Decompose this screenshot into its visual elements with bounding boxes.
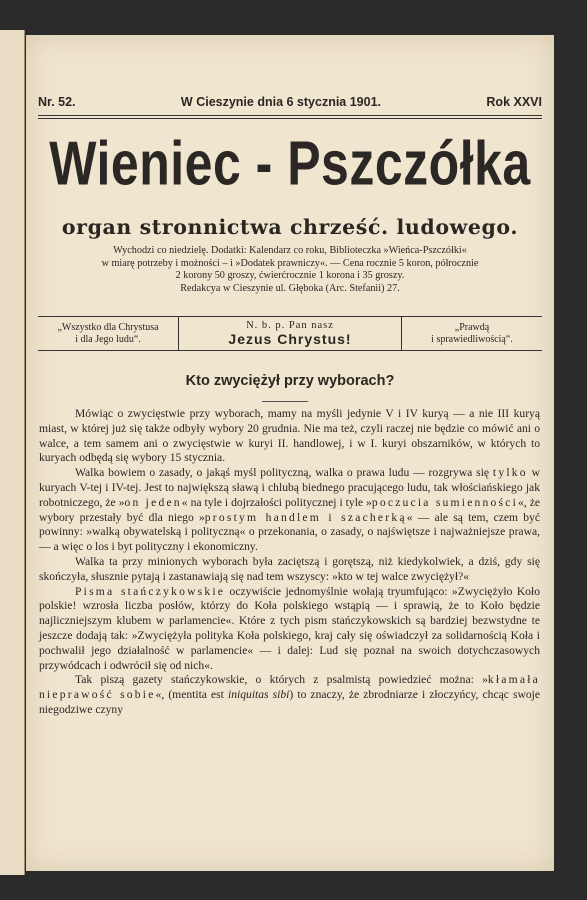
- motto-left: [38, 317, 178, 350]
- article-body: [39, 407, 540, 718]
- italic-latin: iniquitas sibi: [227, 688, 290, 702]
- text-run: « na tyle i dojrzałości politycznej i tyle »: [181, 495, 372, 509]
- issue-place-date: W Cieszynie dnia 6 stycznia 1901.: [180, 95, 382, 109]
- issue-header: [38, 95, 542, 109]
- text-run: w kuryach V-tej i IV-tej. Jest to największą sławą i chlubą biednego pracującego ludu, tak włościańskiego jak robotniczego, że »: [39, 466, 540, 509]
- motto-center-line1: N. b. p. Pan nasz: [246, 320, 334, 331]
- info-line: Wychodzi co niedzielę. Dodatki: Kalendarz co roku, Biblioteczka »Wieńca-Pszczółki«: [113, 245, 467, 256]
- spaced-text: Pisma stańczykowskie: [75, 584, 226, 598]
- newspaper-page: [26, 35, 554, 871]
- motto-center: [178, 317, 402, 350]
- info-line: w miarę potrzeby i możności – i »Dodatek prawniczy«. — Cena rocznie 5 koron, półrocznie: [101, 257, 479, 269]
- issue-number: Nr. 52.: [38, 95, 76, 109]
- paragraph-2: [39, 466, 540, 555]
- text-run: Tak piszą gazety stańczykowskie, o których z psalmistą powiedzieć można: »: [75, 673, 488, 687]
- text-run: Walka bowiem o zasady, o jakąś myśl polityczną, walka o prawa ludu — rozgrywa się: [75, 466, 490, 480]
- publication-info: [40, 245, 540, 295]
- motto-right-line: i sprawiedliwością“.: [431, 333, 513, 345]
- header-rule-top: [38, 115, 542, 116]
- spaced-text: poczucia sumienności: [371, 495, 519, 509]
- masthead-subtitle: organ stronnictwa chrześć. ludowego.: [61, 215, 519, 239]
- spaced-text: kłamała nieprawość sobie: [39, 673, 540, 702]
- text-run: «, (mentita est: [155, 688, 228, 702]
- paragraph-1: Mówiąc o zwycięstwie przy wyborach, mamy na myśli jedynie V i IV kuryą — a nie III kuryą miast, w której już się także odbyły wybory 20 grudnia. Nie ma też, czyli raczej nie będzie co mówić ani o walce, a tem samem ani o zwycięstwie w kuryi II. handlowej, i w I. kuryi obszarników, w których to kuryach odbędą się wybory 15 stycznia.: [39, 407, 540, 465]
- paragraph-4: [39, 585, 540, 674]
- paragraph-3: Walka ta przy minionych wyborach była zaciętszą i gorętszą, niż kiedykolwiek, a dziś, gdy się skończyła, słusznie pytają i zastanawiają się nad tem wszyscy: »kto w tej walce zwyciężył?«: [39, 554, 540, 583]
- motto-bar: [38, 316, 542, 351]
- motto-right-line: „Prawdą: [454, 321, 490, 333]
- heading-divider: [262, 401, 308, 402]
- motto-left-line: i dla Jego ludu“.: [75, 333, 141, 345]
- masthead-title: Wieniec - Pszczółka: [49, 128, 531, 199]
- volume-number: Rok XXVI: [486, 95, 542, 109]
- spaced-text: prostym handlem i szacherką: [204, 510, 407, 524]
- info-line: Redakcya w Cieszynie ul. Głęboka (Arc. Stefanii) 27.: [180, 282, 400, 294]
- previous-page-edge: [0, 30, 25, 875]
- motto-left-line: „Wszystko dla Chrystusa: [57, 321, 159, 333]
- info-line: 2 korony 50 groszy, ćwierćrocznie 1 korona i 35 groszy.: [175, 270, 405, 281]
- article-heading: Kto zwyciężył przy wyborach?: [185, 373, 395, 389]
- text-run: «, że wybory przestały być dla niego »: [39, 495, 540, 524]
- spaced-text: on jeden: [124, 495, 182, 509]
- motto-right: [402, 317, 542, 350]
- text-run: oczywiście jednomyślnie wołają tryumfująco: »Zwyciężyło Koło polskie! wzrosła liczba posłów, którzy do Koła polskiego wstąpią — i sprawią, że to Koło będzie najliczniejszym klubem w parlamencie«. Które z tych pism stańczykowskich są bardziej bezwstydne te jeszcze dodają tak: »Zwyciężyła polityka Koła polskiego, kraj cały się oświadczył za solidarnością Koła i pochwalił jego działalność w parlamencie« — i dalej: Lud się poznał na swoich dotychczasowych przywódcach i odwrócił się od nich«.: [39, 584, 541, 672]
- header-rule-bottom: [38, 118, 542, 119]
- text-run: « — ale są tem, czem być powinny: »walką obywatelską i polityczną« o przekonania, o zasady, o najświętsze i najważniejsze prawa, — a więc o los i byt polityczny i ekonomiczny.: [39, 510, 541, 554]
- motto-center-line2: Jezus Chrystus!: [228, 331, 352, 347]
- text-run: ) to znaczy, że zbrodniarze i złoczyńcy, chcąc swoje niegodziwe czyny: [39, 688, 541, 716]
- paragraph-5: [39, 673, 540, 717]
- spaced-text: tylko: [492, 466, 528, 480]
